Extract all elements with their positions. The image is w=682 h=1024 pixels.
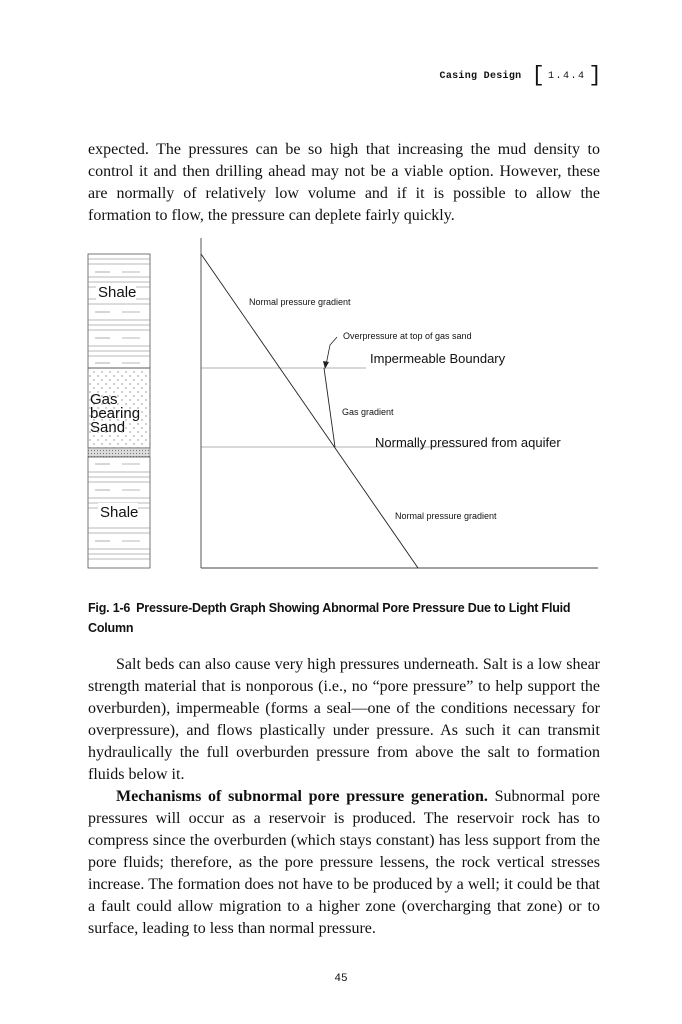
shale-bottom-label: Shale xyxy=(100,504,139,521)
normal-gradient-top-label: Normal pressure gradient xyxy=(249,297,351,307)
pressure-depth-figure xyxy=(0,230,682,580)
bracket-open: [ xyxy=(531,63,545,88)
section-number: 1.4.4 xyxy=(547,70,586,82)
running-header xyxy=(439,63,602,88)
gas-gradient-label: Gas gradient xyxy=(342,407,394,417)
gas-label-line1: Gas xyxy=(90,391,118,408)
impermeable-boundary-label: Impermeable Boundary xyxy=(370,351,506,366)
figure-number: Fig. 1-6 xyxy=(88,601,131,615)
subnormal-body: Subnormal pore pressures will occur as a reservoir is produced. The reservoir rock has to compress since the overburden (which stays constant) has less support from the pore fluids; therefore, as the pore pressure lessens, the rock vertical stresses increase. The formation does not have to be produced by a well; it could be that a fault could allow migration to a higher zone (overcharging that zone) or to surface, leading to less than normal pressure. xyxy=(88,788,601,937)
normal-gradient-bottom-label: Normal pressure gradient xyxy=(395,511,497,521)
shale-top-label: Shale xyxy=(98,284,137,301)
seal-layer xyxy=(88,448,150,457)
pressure-depth-graph xyxy=(0,230,682,580)
subnormal-runin-heading: Mechanisms of subnormal pore pressure generation. xyxy=(116,788,488,805)
figure-caption xyxy=(88,598,598,638)
paragraph-salt-beds: Salt beds can also cause very high pressures underneath. Salt is a low shear strength material that is nonporous (i.e., no “pore pressure” to help support the overburden), impermeable (forms a seal—one of the conditions necessary for overpressure), and flows plastically under pressure. As such it can transmit hydraulically the full overburden pressure from above the salt to formation fluids below it. xyxy=(88,656,600,783)
running-title: Casing Design xyxy=(439,70,522,82)
paragraph-subnormal xyxy=(88,786,600,940)
aquifer-label: Normally pressured from aquifer xyxy=(375,435,561,450)
gas-label-line3: Sand xyxy=(90,419,126,436)
bracket-close: ] xyxy=(588,63,602,88)
overpressure-pointer xyxy=(326,337,337,365)
overpressure-label: Overpressure at top of gas sand xyxy=(343,331,472,341)
figure-caption-text: Pressure-Depth Graph Showing Abnormal Pore Pressure Due to Light Fluid Column xyxy=(88,601,571,635)
gas-label-line2: bearing xyxy=(90,405,141,422)
paragraph-intro: expected. The pressures can be so high that increasing the mud density to control it and then drilling ahead may not be a viable option. However, these are normally of relatively low volume and if it is possible to allow the formation to flow, the pressure can deplete fairly quickly. xyxy=(88,141,600,224)
page-number: 45 xyxy=(334,973,348,985)
lithology-column xyxy=(88,254,150,568)
